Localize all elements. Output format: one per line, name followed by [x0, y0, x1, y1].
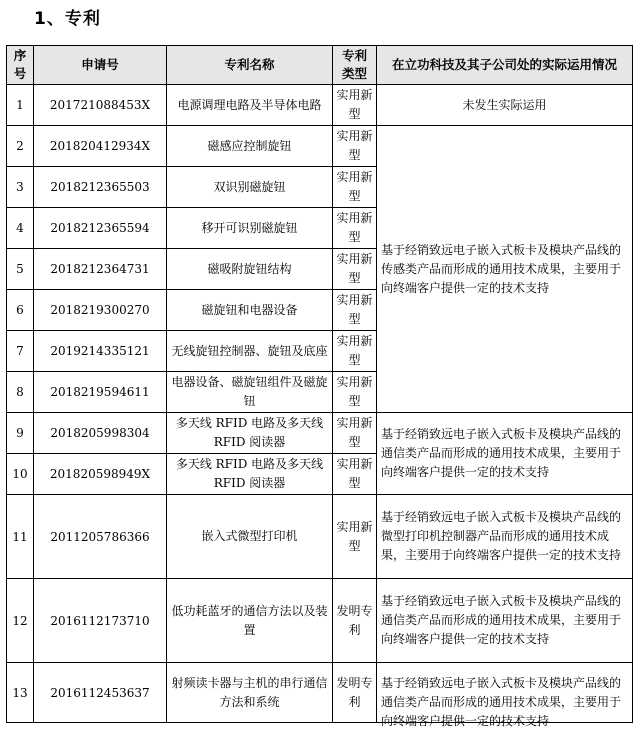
cell-no: 1 [7, 85, 34, 126]
cell-no: 2 [7, 126, 34, 167]
cell-type: 实用新型 [333, 126, 377, 167]
cell-name: 移开可识别磁旋钮 [167, 208, 333, 249]
cell-app-no: 2018212365594 [34, 208, 167, 249]
cell-name: 电器设备、磁旋钮组件及磁旋钮 [167, 372, 333, 413]
header-name: 专利名称 [167, 46, 333, 85]
table-row [7, 579, 633, 663]
cell-no: 4 [7, 208, 34, 249]
cell-name: 磁旋钮和电器设备 [167, 290, 333, 331]
table-row [7, 495, 633, 579]
cell-type: 实用新型 [333, 495, 377, 579]
cell-name: 无线旋钮控制器、旋钮及底座 [167, 331, 333, 372]
cell-no: 3 [7, 167, 34, 208]
cell-name: 多天线 RFID 电路及多天线 RFID 阅读器 [167, 413, 333, 454]
cell-name: 双识别磁旋钮 [167, 167, 333, 208]
cell-no: 6 [7, 290, 34, 331]
section-title: 1、专利 [34, 9, 101, 29]
cell-type: 实用新型 [333, 249, 377, 290]
cell-usage: 基于经销致远电子嵌入式板卡及模块产品线的通信类产品而形成的通用技术成果，主要用于向终端客户提供一定的技术支持 [377, 579, 633, 663]
cell-usage: 基于经销致远电子嵌入式板卡及模块产品线的微型打印机控制器产品而形成的通用技术成果，主要用于向终端客户提供一定的技术支持 [377, 495, 633, 579]
header-app-no: 申请号 [34, 46, 167, 85]
cell-name: 多天线 RFID 电路及多天线 RFID 阅读器 [167, 454, 333, 495]
cell-type: 实用新型 [333, 208, 377, 249]
cell-no: 13 [7, 663, 34, 723]
cell-type: 实用新型 [333, 331, 377, 372]
cell-no: 5 [7, 249, 34, 290]
cell-app-no: 2018205998304 [34, 413, 167, 454]
cell-app-no: 2018212364731 [34, 249, 167, 290]
cell-name: 低功耗蓝牙的通信方法以及装置 [167, 579, 333, 663]
cell-usage: 未发生实际运用 [377, 85, 633, 126]
cell-no: 7 [7, 331, 34, 372]
patent-table [6, 45, 633, 728]
cell-app-no: 2011205786366 [34, 495, 167, 579]
cell-app-no: 2018219594611 [34, 372, 167, 413]
cell-type: 实用新型 [333, 372, 377, 413]
cell-usage-merged: 基于经销致远电子嵌入式板卡及模块产品线的通信类产品而形成的通用技术成果，主要用于向终端客户提供一定的技术支持 [377, 413, 633, 495]
cell-type: 发明专利 [333, 579, 377, 663]
header-type: 专利类型 [333, 46, 377, 85]
cell-app-no: 2019214335121 [34, 331, 167, 372]
table-row [7, 663, 633, 723]
header-usage: 在立功科技及其子公司处的实际运用情况 [377, 46, 633, 85]
cell-no: 12 [7, 579, 34, 663]
cell-name: 电源调理电路及半导体电路 [167, 85, 333, 126]
cell-app-no: 201820598949X [34, 454, 167, 495]
cell-no: 11 [7, 495, 34, 579]
cell-name: 磁感应控制旋钮 [167, 126, 333, 167]
cell-type: 发明专利 [333, 663, 377, 723]
cell-no: 10 [7, 454, 34, 495]
cell-app-no: 2016112453637 [34, 663, 167, 723]
cell-usage-text: 基于经销致远电子嵌入式板卡及模块产品线的通信类产品而形成的通用技术成果，主要用于向终端客户提供一定的技术支持 [381, 675, 622, 728]
cell-usage-merged: 基于经销致远电子嵌入式板卡及模块产品线的传感类产品而形成的通用技术成果，主要用于向终端客户提供一定的技术支持 [377, 126, 633, 413]
cell-name: 磁吸附旋钮结构 [167, 249, 333, 290]
cell-no: 8 [7, 372, 34, 413]
table-row [7, 413, 633, 454]
cell-app-no: 2016112173710 [34, 579, 167, 663]
cell-type: 实用新型 [333, 85, 377, 126]
cell-usage [377, 663, 633, 728]
table-header-row [7, 46, 633, 85]
cell-no: 9 [7, 413, 34, 454]
cell-app-no: 201820412934X [34, 126, 167, 167]
cell-app-no: 2018219300270 [34, 290, 167, 331]
table-row [7, 85, 633, 126]
cell-type: 实用新型 [333, 454, 377, 495]
cell-name: 嵌入式微型打印机 [167, 495, 333, 579]
cell-type: 实用新型 [333, 167, 377, 208]
header-no: 序号 [7, 46, 34, 85]
cell-app-no: 2018212365503 [34, 167, 167, 208]
cell-name: 射频读卡器与主机的串行通信方法和系统 [167, 663, 333, 723]
cell-type: 实用新型 [333, 413, 377, 454]
cell-type: 实用新型 [333, 290, 377, 331]
table-row [7, 126, 633, 167]
cell-app-no: 201721088453X [34, 85, 167, 126]
